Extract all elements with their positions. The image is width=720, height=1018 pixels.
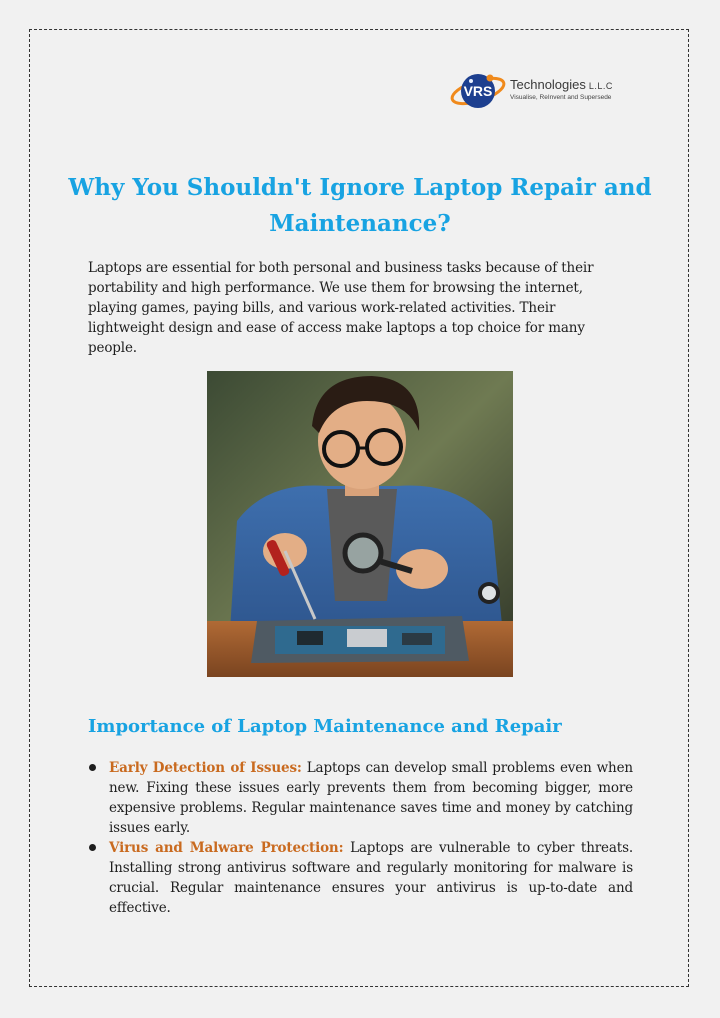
- bullet-term: Virus and Malware Protection:: [109, 840, 344, 856]
- logo-suffix: L.L.C: [588, 81, 613, 91]
- bullet-text: Laptops are vulnerable to cyber threats. Installing strong antivirus software and regularly monitoring for malware is crucial. Regular maintenance ensures your antivirus is up-to-date and effective.: [109, 840, 633, 916]
- section-heading: Importance of Laptop Maintenance and Repair: [88, 716, 562, 737]
- company-logo: [450, 66, 650, 116]
- logo-tagline: Visualise, ReInvent and Supersede: [510, 94, 612, 101]
- intro-paragraph: Laptops are essential for both personal and business tasks because of their portability and high performance. We use them for browsing the internet, playing games, paying bills, and various work-related activities. Their lightweight design and ease of access make laptops a top choice for many people.: [88, 260, 594, 356]
- bullet-term: Early Detection of Issues:: [109, 760, 302, 776]
- list-item: [88, 838, 633, 918]
- list-item: [88, 758, 633, 838]
- bullet-icon: [89, 764, 96, 771]
- logo-name-text: Technologies: [510, 77, 586, 92]
- logo-company-name: [510, 77, 613, 92]
- vrs-logo-icon: [450, 66, 508, 116]
- page-title: Why You Shouldn't Ignore Laptop Repair and Maintenance?: [68, 174, 652, 237]
- importance-list: [88, 758, 633, 918]
- laptop-repair-illustration: [207, 371, 513, 677]
- bullet-text: Laptops can develop small problems even when new. Fixing these issues early prevents them from becoming bigger, more expensive problems. Regular maintenance saves time and money by catching issues early.: [109, 760, 633, 836]
- logo-mark-text: VRS: [463, 83, 493, 99]
- bullet-icon: [89, 844, 96, 851]
